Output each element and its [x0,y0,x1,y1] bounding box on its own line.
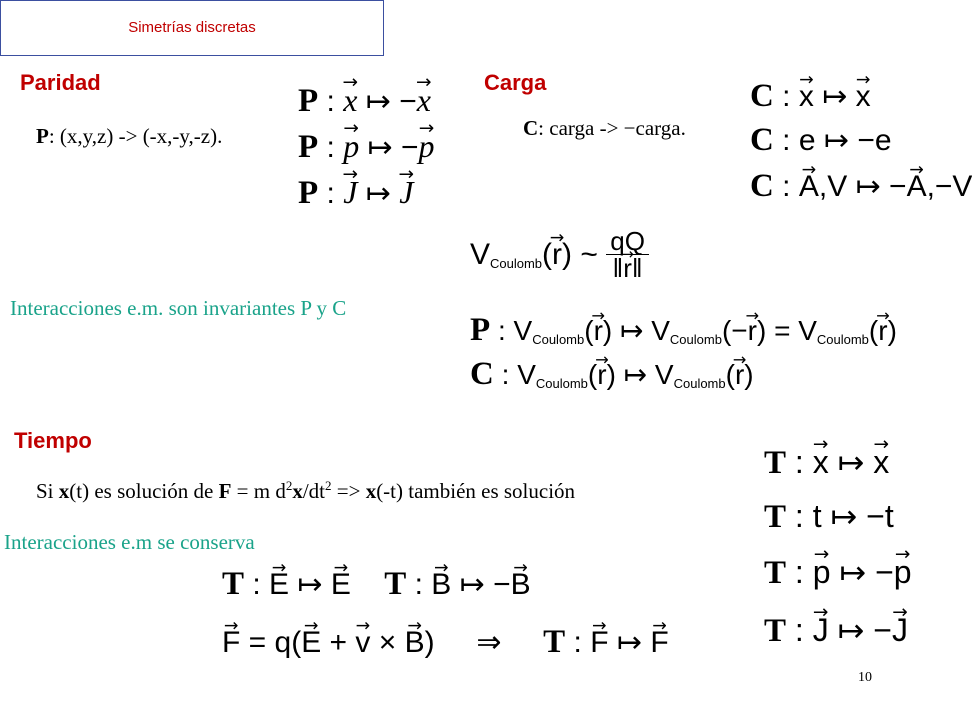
carga-eq-av: C : → A,V ↦ −→ A,−V [750,170,972,203]
paridad-eq-x: P : → x ↦ −→ x [298,84,431,118]
carga-description [523,116,686,141]
tiempo-eq-j: T : → J ↦ −→ J [764,614,908,648]
paridad-desc-text: : (x,y,z) -> (-x,-y,-z). [48,124,223,148]
paridad-eq-j: P : → J ↦ → J [298,176,413,210]
carga-heading: Carga [484,70,547,95]
paridad-eq-p: P : → p ↦ −→ p [298,130,435,164]
em-invariance-statement: Interacciones e.m. son invariantes P y C [10,296,347,320]
slide-title-box [0,0,384,56]
carga-eq-e: C : e ↦ −e [750,122,892,158]
paridad-description [36,124,222,149]
lorentz-force-eq: → F = q(→ E + → v × → B) ⇒ T : → F ↦ → F [222,626,669,659]
tiempo-eq-x: T : → x ↦ → x [764,446,889,480]
coulomb-numerator: qQ [606,228,649,255]
tiempo-eq-p: T : → p ↦ −→ p [764,556,912,590]
implies-symbol: ⇒ [476,626,502,659]
em-conservation-statement: Interacciones e.m se conserva [4,530,255,554]
carga-desc-text: : carga -> −carga. [538,116,686,140]
tiempo-statement: Si x(t) es solución de F = m $d^2x/dt^2 => x(-t)$ también es solución [36,478,576,503]
coulomb-definition: $V_{Coulomb}(\to r)$ ~ $\frac{qQ}{‖\to r‖}$ [470,228,649,281]
carga-eq-x: C : → x ↦ → x [750,80,871,113]
carga-op: C [523,116,539,140]
coulomb-charge-eq: C : $V_{Coulomb}(\to r)$ ↦ $V_{Coulomb}(\to r)$ [470,358,754,391]
page-number: 10 [858,670,872,685]
tiempo-eq-e-b: T : → E ↦ → E T : → B ↦ −→ B [222,568,531,601]
slide-title: Simetrías discretas [128,19,256,36]
coulomb-parity-eq: P : $V_{Coulomb}(\to r)$ ↦ $V_{Coulomb}(-\to r) = V_{Coulomb}(\to r)$ [470,314,897,347]
tiempo-eq-t: T : t ↦ −t [764,498,894,535]
paridad-op: P [36,124,49,148]
paridad-heading: Paridad [20,70,101,95]
tiempo-heading: Tiempo [14,428,92,453]
